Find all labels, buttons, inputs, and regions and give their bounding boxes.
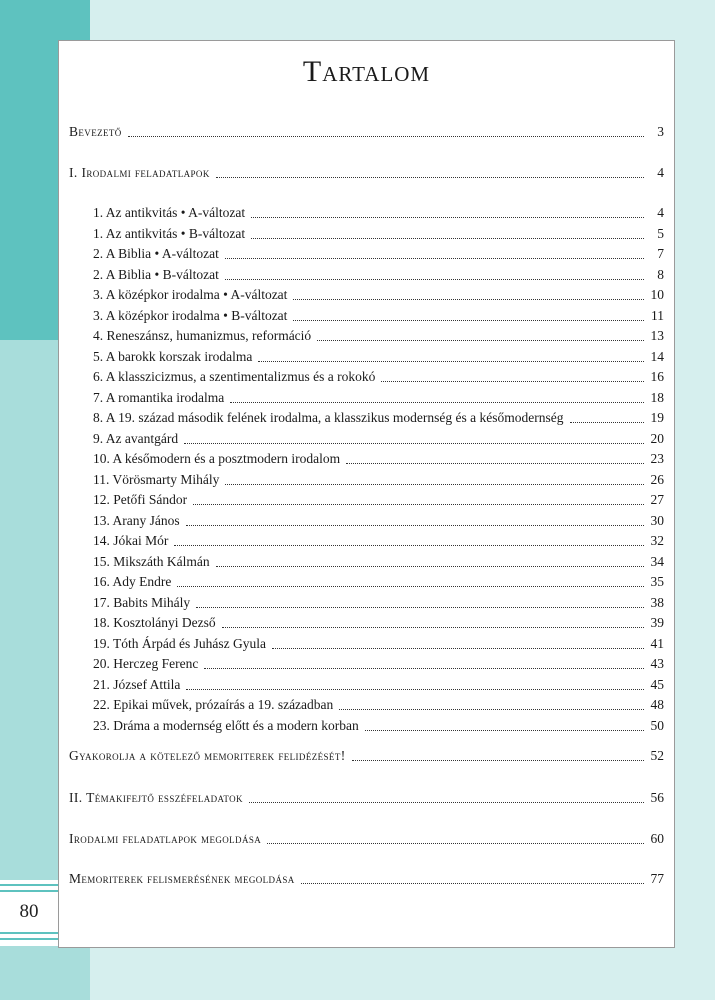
dot-leader bbox=[184, 443, 644, 444]
toc-item-label: 12. Petőfi Sándor bbox=[93, 492, 188, 507]
toc-item-label: 4. Reneszánsz, humanizmus, reformáció bbox=[93, 328, 312, 343]
toc-entry-solutions[interactable] bbox=[69, 830, 664, 848]
toc-item-label: 16. Ady Endre bbox=[93, 574, 172, 589]
toc-item-label: 2. A Biblia • A-változat bbox=[93, 246, 219, 261]
toc-item[interactable] bbox=[93, 655, 664, 673]
toc-item-page: 45 bbox=[650, 676, 664, 692]
dot-leader bbox=[301, 883, 644, 884]
dot-leader bbox=[251, 217, 644, 218]
dot-leader bbox=[128, 136, 644, 137]
dot-leader bbox=[317, 340, 644, 341]
toc-entry-page: 60 bbox=[650, 831, 664, 846]
toc-item-page: 11 bbox=[651, 307, 664, 323]
toc-item[interactable] bbox=[93, 389, 664, 407]
toc-entry-section1[interactable] bbox=[69, 164, 664, 182]
toc-item[interactable] bbox=[93, 717, 664, 735]
toc-item[interactable] bbox=[93, 348, 664, 366]
toc-item-page: 5 bbox=[657, 225, 664, 241]
dot-leader bbox=[222, 627, 644, 628]
toc-item-page: 19 bbox=[650, 410, 664, 425]
toc-item[interactable] bbox=[93, 491, 664, 509]
toc-item[interactable] bbox=[93, 409, 664, 427]
toc-item-label: 19. Tóth Árpád és Juhász Gyula bbox=[93, 635, 266, 651]
decorative-line bbox=[0, 890, 62, 892]
toc-entry-label: Memoriterek felismerésének megoldása bbox=[69, 871, 295, 886]
toc-item[interactable] bbox=[93, 450, 664, 468]
dot-leader bbox=[230, 402, 644, 403]
dot-leader bbox=[204, 668, 644, 669]
toc-item-label: 10. A későmodern és a posztmodern irodalom bbox=[93, 451, 341, 466]
toc-item-label: 8. A 19. század második felének irodalma, a klasszikus modernség és a későmodernség bbox=[93, 410, 564, 425]
page-title: Tartalom bbox=[302, 55, 431, 88]
toc-entry-label: II. Témakifejtő esszéfeladatok bbox=[69, 790, 243, 805]
toc-item[interactable] bbox=[93, 553, 664, 571]
toc-item-label: 15. Mikszáth Kálmán bbox=[93, 553, 210, 569]
toc-entry-page: 56 bbox=[650, 790, 664, 805]
toc-item-label: 11. Vörösmarty Mihály bbox=[93, 471, 220, 487]
toc-item[interactable] bbox=[93, 512, 664, 530]
dot-leader bbox=[293, 320, 644, 321]
toc-item-label: 18. Kosztolányi Dezső bbox=[93, 615, 216, 630]
decorative-line bbox=[0, 932, 62, 934]
toc-item-label: 5. A barokk korszak irodalma bbox=[93, 348, 253, 364]
toc-item[interactable] bbox=[93, 532, 664, 550]
toc-item-page: 27 bbox=[650, 492, 664, 507]
toc-item[interactable] bbox=[93, 327, 664, 345]
toc-item-label: 2. A Biblia • B-változat bbox=[93, 266, 219, 282]
toc-item-page: 20 bbox=[650, 430, 664, 446]
toc-item[interactable] bbox=[93, 594, 664, 612]
toc-item-page: 32 bbox=[650, 533, 664, 548]
dot-leader bbox=[346, 463, 644, 464]
dot-leader bbox=[225, 484, 644, 485]
dot-leader bbox=[267, 843, 644, 844]
toc-entry-section2[interactable] bbox=[69, 789, 664, 807]
toc-item-page: 16 bbox=[650, 369, 664, 384]
toc-item[interactable] bbox=[93, 307, 664, 325]
toc-entry-page: 3 bbox=[657, 124, 664, 139]
toc-item-page: 10 bbox=[650, 287, 664, 302]
toc-item[interactable] bbox=[93, 368, 664, 386]
dot-leader bbox=[216, 566, 644, 567]
toc-item[interactable] bbox=[93, 225, 664, 243]
toc-item-label: 22. Epikai művek, prózaírás a 19. században bbox=[93, 697, 334, 712]
toc-item-label: 3. A középkor irodalma • B-változat bbox=[93, 307, 288, 323]
toc-item[interactable] bbox=[93, 266, 664, 284]
dot-leader bbox=[186, 525, 644, 526]
toc-item-label: 21. József Attila bbox=[93, 676, 181, 692]
toc-item-page: 43 bbox=[650, 656, 664, 671]
toc-item-page: 26 bbox=[650, 471, 664, 487]
toc-entry-intro[interactable] bbox=[69, 123, 664, 141]
toc-item[interactable] bbox=[93, 676, 664, 694]
dot-leader bbox=[293, 299, 644, 300]
toc-entry-page: 52 bbox=[650, 748, 664, 763]
dot-leader bbox=[196, 607, 644, 608]
toc-item-label: 1. Az antikvitás • A-változat bbox=[93, 205, 246, 220]
toc-item-label: 3. A középkor irodalma • A-változat bbox=[93, 287, 288, 302]
toc-entry-label: Bevezető bbox=[69, 124, 122, 139]
toc-entry-page: 77 bbox=[650, 871, 664, 886]
toc-item-label: 6. A klasszicizmus, a szentimentalizmus és a rokokó bbox=[93, 369, 376, 384]
toc-entry-label: I. Irodalmi feladatlapok bbox=[69, 165, 210, 180]
toc-item[interactable] bbox=[93, 204, 664, 222]
toc-entry-label: Gyakorolja a kötelező memoriterek felidézését! bbox=[69, 748, 346, 763]
toc-item-label: 20. Herczeg Ferenc bbox=[93, 656, 199, 671]
dot-leader bbox=[225, 258, 644, 259]
toc-entry-memo-solutions[interactable] bbox=[69, 870, 664, 888]
dot-leader bbox=[258, 361, 644, 362]
toc-sheet bbox=[58, 40, 675, 948]
toc-item-page: 18 bbox=[650, 389, 664, 405]
toc-item-page: 38 bbox=[650, 594, 664, 610]
dot-leader bbox=[174, 545, 644, 546]
dot-leader bbox=[177, 586, 644, 587]
dot-leader bbox=[225, 279, 644, 280]
toc-item-label: 17. Babits Mihály bbox=[93, 594, 191, 610]
toc-entry-page: 4 bbox=[657, 165, 664, 180]
toc-entry-label: Irodalmi feladatlapok megoldása bbox=[69, 831, 262, 846]
toc-item-page: 39 bbox=[650, 615, 664, 630]
toc-item[interactable] bbox=[93, 614, 664, 632]
page-number: 80 bbox=[19, 901, 39, 922]
toc-item-page: 41 bbox=[650, 635, 664, 651]
toc-item-label: 14. Jókai Mór bbox=[93, 533, 169, 548]
toc-item[interactable] bbox=[93, 573, 664, 591]
toc-item-label: 13. Arany János bbox=[93, 512, 180, 528]
toc-item-label: 1. Az antikvitás • B-változat bbox=[93, 225, 246, 241]
toc-item[interactable] bbox=[93, 696, 664, 714]
toc-item-page: 30 bbox=[650, 512, 664, 528]
dot-leader bbox=[352, 760, 644, 761]
toc-item-label: 7. A romantika irodalma bbox=[93, 389, 225, 405]
toc-item-label: 23. Dráma a modernség előtt és a modern korban bbox=[93, 717, 359, 733]
toc-item-page: 23 bbox=[650, 451, 664, 466]
toc-item-page: 48 bbox=[650, 697, 664, 712]
toc-item-page: 35 bbox=[650, 574, 664, 589]
toc-item-page: 14 bbox=[650, 348, 664, 364]
dot-leader bbox=[272, 648, 644, 649]
toc-item-page: 34 bbox=[650, 553, 664, 569]
decorative-line bbox=[0, 884, 62, 886]
dot-leader bbox=[216, 177, 644, 178]
toc-item[interactable] bbox=[93, 245, 664, 263]
toc-entry-memoriterek[interactable] bbox=[69, 747, 664, 765]
dot-leader bbox=[365, 730, 644, 731]
decorative-line bbox=[0, 938, 62, 940]
dot-leader bbox=[570, 422, 645, 423]
dot-leader bbox=[381, 381, 644, 382]
toc-item[interactable] bbox=[93, 635, 664, 653]
toc-item-page: 4 bbox=[657, 205, 664, 220]
dot-leader bbox=[186, 689, 644, 690]
dot-leader bbox=[339, 709, 644, 710]
toc-item-page: 7 bbox=[657, 246, 664, 261]
toc-item-page: 8 bbox=[657, 266, 664, 282]
toc-item[interactable] bbox=[93, 286, 664, 304]
toc-item-page: 50 bbox=[650, 717, 664, 733]
dot-leader bbox=[251, 238, 644, 239]
toc-item-label: 9. Az avantgárd bbox=[93, 430, 179, 446]
toc-item[interactable] bbox=[93, 471, 664, 489]
dot-leader bbox=[193, 504, 644, 505]
toc-item-page: 13 bbox=[650, 328, 664, 343]
toc-item[interactable] bbox=[93, 430, 664, 448]
dot-leader bbox=[249, 802, 644, 803]
